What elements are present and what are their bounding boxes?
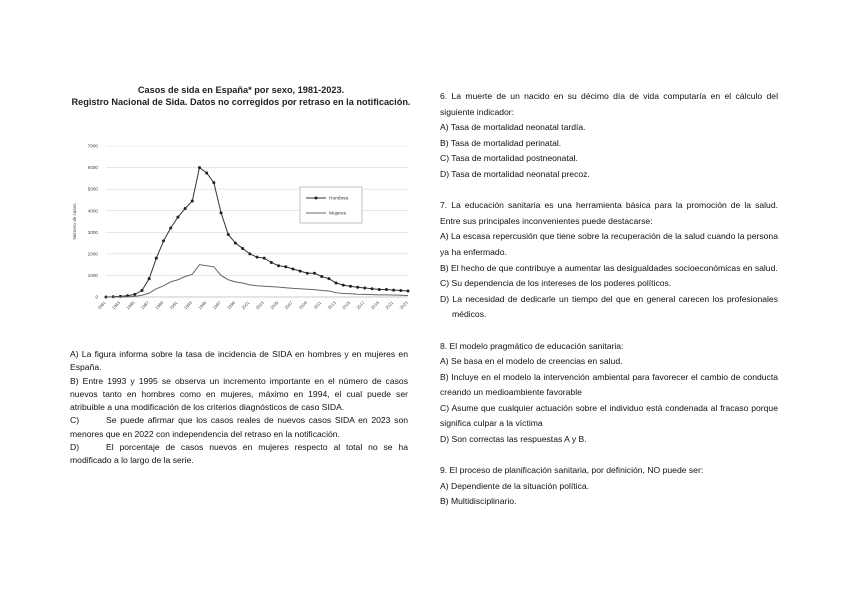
option-d: [70, 441, 408, 468]
x-tick-label: 2001: [240, 300, 251, 311]
option-c: C) Asume que cualquier actuación sobre el individuo está condenada al fracaso porque significa culpar a la víctima: [440, 402, 778, 429]
data-point: [371, 287, 374, 290]
x-tick-label: 1999: [226, 300, 237, 311]
data-point: [299, 270, 302, 273]
x-tick-label: 2011: [312, 300, 323, 311]
x-tick-label: 1981: [96, 300, 107, 311]
data-point: [256, 256, 259, 259]
x-tick-label: 2017: [355, 300, 366, 311]
data-point: [140, 289, 143, 292]
data-point: [356, 286, 359, 289]
data-point: [349, 285, 352, 288]
x-tick-label: 2009: [297, 300, 309, 311]
y-tick-label: 6000: [87, 165, 98, 171]
data-point: [184, 207, 187, 210]
series-line-mujeres: [106, 265, 408, 297]
data-point: [205, 171, 208, 174]
x-tick-label: 2013: [326, 300, 337, 311]
x-tick-label: 1983: [110, 300, 122, 311]
data-point: [363, 286, 366, 289]
option-d: D) Son correctas las respuestas A y B.: [440, 434, 587, 445]
x-tick-label: 2023: [398, 300, 409, 311]
data-point: [313, 272, 316, 275]
data-point: [212, 181, 215, 184]
question-6: [440, 89, 778, 183]
option-c: C) Su dependencia de los intereses de los poderes políticos.: [440, 278, 672, 289]
data-point: [335, 281, 338, 284]
option-c-text: Se puede afirmar que los casos reales de nuevos casos SIDA en 2023 son menores que en 2022 con independencia del retraso en la notificación.: [70, 415, 408, 439]
question-9: [440, 463, 778, 510]
chart-subtitle: Registro Nacional de Sida. Datos no corregidos por retraso en la notificación.: [71, 97, 411, 107]
x-tick-label: 1995: [197, 300, 208, 311]
data-point: [399, 289, 402, 292]
question-5-options: [70, 348, 408, 468]
y-axis-label: Número de casos: [72, 203, 77, 240]
data-point: [234, 242, 237, 245]
x-tick-label: 2015: [341, 300, 352, 311]
option-a: A) Dependiente de la situación política.: [440, 480, 590, 491]
option-a: A) Se basa en el modelo de creencias en salud.: [440, 356, 623, 367]
data-point: [241, 247, 244, 250]
option-c: [70, 414, 408, 441]
y-tick-label: 0: [95, 294, 98, 300]
legend-marker-hombres: [315, 197, 318, 200]
x-tick-label: 1987: [139, 300, 150, 311]
x-tick-label: 1991: [168, 300, 179, 311]
data-point: [378, 288, 381, 291]
data-point: [320, 275, 323, 278]
x-tick-label: 1985: [125, 300, 136, 311]
x-tick-label: 2005: [269, 300, 280, 311]
data-point: [176, 216, 179, 219]
option-b: B) Tasa de mortalidad perinatal.: [440, 137, 562, 148]
legend-label: Mujeres: [329, 211, 347, 217]
data-point: [277, 264, 280, 267]
chart-plot: [68, 84, 414, 316]
x-tick-label: 2003: [254, 300, 265, 311]
legend-label: Hombres: [329, 196, 349, 202]
x-tick-label: 2019: [369, 300, 380, 311]
option-a: A) La escasa repercusión que tiene sobre la recuperación de la salud cuando la persona ya ha enfermado.: [440, 231, 778, 257]
chart-title: Casos de sida en España* por sexo, 1981-2023.: [137, 85, 345, 95]
option-d-text: El porcentaje de casos nuevos en mujeres respecto al total no se ha modificado a lo largo de la serie.: [70, 442, 408, 466]
x-tick-label: 2021: [384, 300, 395, 311]
option-c: C) Tasa de mortalidad postneonatal.: [440, 153, 578, 164]
data-point: [220, 211, 223, 214]
data-point: [327, 277, 330, 280]
data-point: [227, 233, 230, 236]
option-b: B) El hecho de que contribuye a aumentar las desigualdades socioeconómicas en salud.: [440, 262, 778, 273]
data-point: [407, 289, 410, 292]
aids-chart: [68, 84, 414, 316]
data-point: [191, 200, 194, 203]
data-point: [270, 261, 273, 264]
option-b: B) Multidisciplinario.: [440, 496, 517, 507]
option-b: B) Entre 1993 y 1995 se observa un incremento importante en el número de casos nuevos tanto en hombres como en mujeres, máximo en 1994, el cual puede ser atribuible a una modificación de los criterios diagnósticos de caso SIDA.: [70, 375, 408, 413]
data-point: [342, 284, 345, 287]
option-b: B) Incluye en el modelo la intervención ambiental para favorecer el cambio de conducta creando un medioambiente favorable: [440, 371, 778, 398]
y-tick-label: 2000: [87, 251, 98, 257]
option-d: D) Tasa de mortalidad neonatal precoz.: [440, 168, 590, 179]
legend-box: [300, 187, 362, 223]
x-tick-label: 2007: [283, 300, 294, 311]
data-point: [248, 252, 251, 255]
data-point: [306, 272, 309, 275]
y-tick-label: 4000: [87, 208, 98, 214]
question-stem: 6. La muerte de un nacido en su décimo día de vida computaría en el cálculo del siguiente indicador:: [440, 91, 778, 117]
x-tick-label: 1993: [182, 300, 193, 311]
data-point: [284, 265, 287, 268]
data-point: [162, 239, 165, 242]
data-point: [155, 257, 158, 260]
x-tick-label: 1997: [211, 300, 222, 311]
option-a: A) La figura informa sobre la tasa de incidencia de SIDA en hombres y en mujeres en España.: [70, 349, 408, 373]
question-8: [440, 339, 778, 448]
question-stem: 7. La educación sanitaria es una herramienta básica para la promoción de la salud. Entre sus principales inconvenientes puede destacarse:: [440, 200, 778, 226]
data-point: [169, 226, 172, 229]
y-tick-label: 7000: [87, 143, 98, 149]
option-a: A) Tasa de mortalidad neonatal tardía.: [440, 122, 586, 133]
option-c-label: C): [70, 415, 80, 426]
y-tick-label: 3000: [87, 229, 98, 235]
y-tick-label: 5000: [87, 186, 98, 192]
data-point: [291, 267, 294, 270]
option-d-label: D): [70, 442, 80, 453]
y-tick-label: 1000: [87, 273, 98, 279]
data-point: [148, 277, 151, 280]
question-stem: 9. El proceso de planificación sanitaria, por definición, NO puede ser:: [440, 465, 704, 476]
data-point: [198, 166, 201, 169]
data-point: [385, 288, 388, 291]
question-7: [440, 198, 778, 323]
data-point: [263, 257, 266, 260]
data-point: [392, 289, 395, 292]
option-d: D) La necesidad de dedicarle un tiempo del que en general carecen los profesionales médicos.: [440, 293, 778, 320]
questions-column: [440, 89, 778, 526]
question-stem: 8. El modelo pragmático de educación sanitaria:: [440, 340, 624, 351]
data-point: [133, 293, 136, 296]
x-tick-label: 1989: [154, 300, 165, 311]
